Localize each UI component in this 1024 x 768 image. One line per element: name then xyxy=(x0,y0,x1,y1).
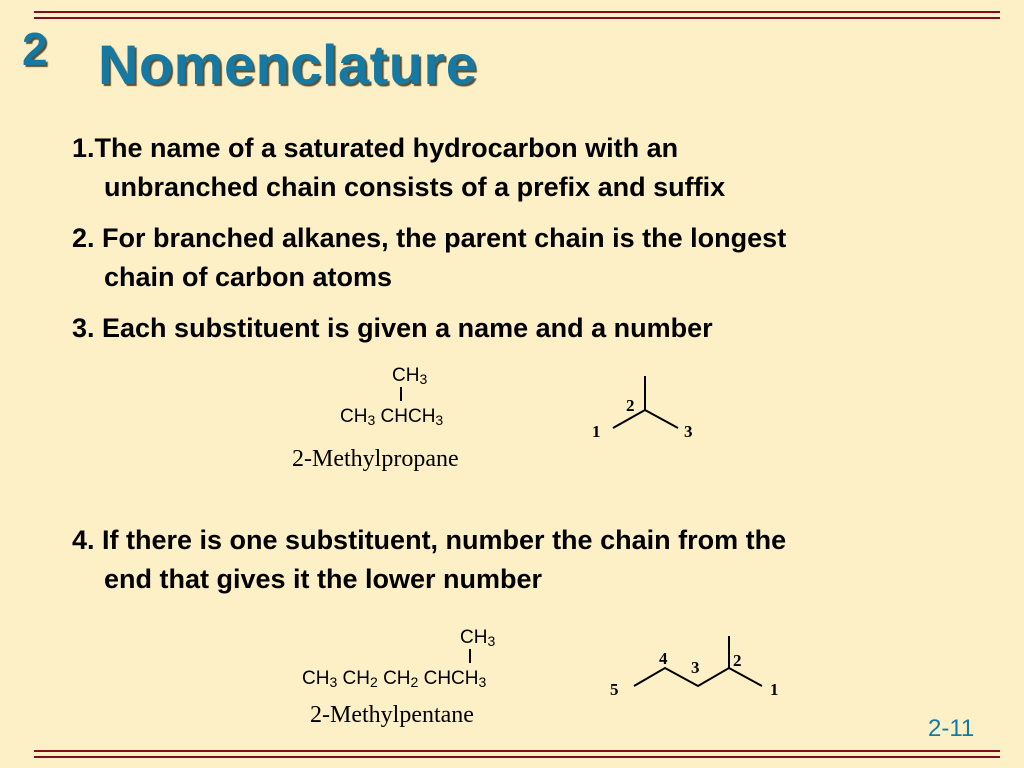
example2-label-3: 3 xyxy=(691,658,700,677)
point-1-line-2: unbranched chain consists of a prefix and suffix xyxy=(104,172,726,202)
example2-top-methyl: $CH_3$ xyxy=(460,627,496,649)
point-2-line-2: chain of carbon atoms xyxy=(104,262,393,292)
point-4-line-2: end that gives it the lower number xyxy=(104,564,543,594)
example2-label-5: 5 xyxy=(610,680,619,699)
example2-label-2: 2 xyxy=(733,651,742,670)
point-2-line-1: 2. For branched alkanes, the parent chain is the longest xyxy=(72,223,787,253)
page-title: Nomenclature xyxy=(98,33,478,96)
point-4-line-1: 4. If there is one substituent, number the chain from the xyxy=(72,525,787,555)
point-3-line-1: 3. Each substituent is given a name and a number xyxy=(72,313,713,343)
page-number: 2-11 xyxy=(928,715,975,742)
slide-number: 2 xyxy=(22,23,48,75)
example1-main-chain: $CH_3$ $CHCH_3$ xyxy=(340,406,444,428)
example2-main-chain: $CH_3$ $CH_2$ $CH_2$ $CHCH_3$ xyxy=(302,668,487,690)
example1-label-2: 2 xyxy=(626,396,635,415)
example2-label-4: 4 xyxy=(659,649,668,668)
example1-compound-name: 2-Methylpropane xyxy=(292,446,459,472)
example2-compound-name: 2-Methylpentane xyxy=(310,702,474,728)
example1-label-3: 3 xyxy=(684,422,693,441)
example1-top-methyl: $CH_3$ xyxy=(392,365,428,387)
point-1-line-1: 1.The name of a saturated hydrocarbon with an xyxy=(72,133,679,163)
example2-label-1: 1 xyxy=(770,680,779,699)
example1-label-1: 1 xyxy=(592,422,601,441)
